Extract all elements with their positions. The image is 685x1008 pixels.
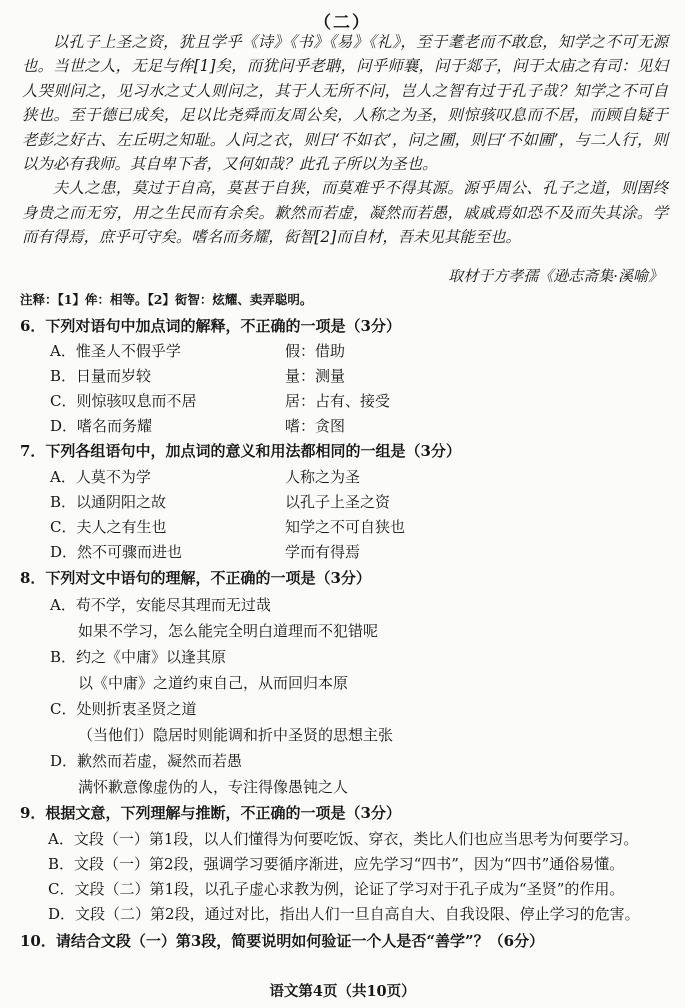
question-7-stem: 7．下列各组语句中，加点词的意义和用法都相同的一组是（3分）: [20, 442, 461, 460]
question-8-stem: 8．下列对文中语句的理解，不正确的一项是（3分）: [20, 569, 371, 587]
q8-option-c: C．处则折衷圣贤之道: [50, 700, 197, 718]
q8-option-a-meaning: 如果不学习，怎么能完全明白道理而不犯错呢: [78, 622, 379, 640]
q9-option-a: A．文段（一）第1段，以人们懂得为何要吃饭、穿衣，类比人们也应当思考为何要学习。: [48, 830, 639, 848]
q9-option-b: B．文段（一）第2段，强调学习要循序渐进，应先学习“四书”，因为“四书”通俗易懂。: [48, 855, 625, 873]
q8-option-d: D．歉然而若虚，凝然而若愚: [50, 752, 243, 770]
q6-option-c-gloss: 居：占有、接受: [285, 392, 391, 410]
q6-option-d-gloss: 嗜：贪图: [285, 417, 346, 435]
q8-option-b: B．约之《中庸》以逢其原: [50, 648, 227, 666]
q8-option-d-meaning: 满怀歉意像虚伪的人，专注得像愚钝之人: [78, 778, 349, 796]
q8-option-b-meaning: 以《中庸》之道约束自己，从而回归本原: [78, 674, 349, 692]
q7-option-b-left: B．以通阴阳之故: [50, 493, 167, 511]
q9-option-c: C．文段（二）第1段，以孔子虚心求教为例，论证了学习对于孔子成为“圣贤”的作用。: [48, 880, 625, 898]
q7-option-d-right: 学而有得焉: [285, 543, 361, 561]
q8-option-c-meaning: （当他们）隐居时则能调和折中圣贤的思想主张: [78, 726, 394, 744]
question-9-stem: 9．根据文意，下列理解与推断，不正确的一项是（3分）: [20, 804, 401, 822]
passage-paragraph-1: 以孔子上圣之资，犹且学乎《诗》《书》《易》《礼》，至于耄老而不敢怠，知学之不可无源也。当世之人，无足与侔[1]矣，而犹问乎老聃，问乎师襄，问于郯子，问于太庙之有司：见妇人哭则问之，见习水之丈人则问之，其于人无所不问，岂人之智有过于孔子哉？知学之不可自狭也。至于德已成矣，足以比尧舜而友周公矣，人称之为圣，则惊骇叹息而不居，而顾自疑于老彭之好古、左丘明之知耻。人问之衣，则曰‘不如衣’，问之圃，则曰‘不如圃’，与二人行，则以为必有我师。其自卑下者，又何如哉？此孔子所以为圣也。: [22, 33, 668, 174]
question-6-stem: 6．下列对语句中加点词的解释，不正确的一项是（3分）: [20, 317, 401, 335]
section-title: （二）: [314, 13, 371, 33]
page-footer: 语文第4页（共10页）: [269, 983, 416, 1000]
passage-paragraph-2: 夫人之患，莫过于自高，莫甚于自狭，而莫难乎不得其源。源乎周公、孔子之道，则圉终身贵之而无穷，用之生民而有余矣。歉然而若虚，凝然而若愚，戚戚焉如恐不及而失其涂。学而有得焉，庶乎可守矣。嗜名而务耀，衒智[2]而自材，吾未见其能至也。: [22, 179, 668, 247]
q7-option-b-right: 以孔子上圣之资: [285, 493, 391, 511]
q7-option-c-left: C．夫人之有生也: [50, 518, 167, 536]
q6-option-b: B．日量而岁较: [50, 367, 152, 385]
q6-option-a: A．惟圣人不假乎学: [50, 342, 181, 360]
q6-option-c: C．则惊骇叹息而不居: [50, 392, 197, 410]
passage-source: 取材于方孝孺《逊志斋集·溪喻》: [448, 267, 663, 285]
q6-option-d: D．嗜名而务耀: [50, 417, 153, 435]
q7-option-d-left: D．然不可骤而进也: [50, 543, 183, 561]
annotation-notes: 注释：【1】侔：相等。【2】衒智：炫耀、卖弄聪明。: [20, 292, 313, 307]
q7-option-a-left: A．人莫不为学: [50, 468, 151, 486]
classical-passage: [22, 30, 668, 250]
q7-option-c-right: 知学之不可自狭也: [285, 518, 406, 536]
q7-option-a-right: 人称之为圣: [285, 468, 361, 486]
question-10-stem: 10．请结合文段（一）第3段，简要说明如何验证一个人是否“善学”？（6分）: [20, 932, 545, 950]
q6-option-b-gloss: 量：测量: [285, 367, 346, 385]
q6-option-a-gloss: 假：借助: [285, 342, 346, 360]
q9-option-d: D．文段（二）第2段，通过对比，指出人们一旦自高自大、自我设限、停止学习的危害。: [48, 905, 640, 923]
q8-option-a: A．苟不学，安能尽其理而无过哉: [50, 596, 271, 614]
